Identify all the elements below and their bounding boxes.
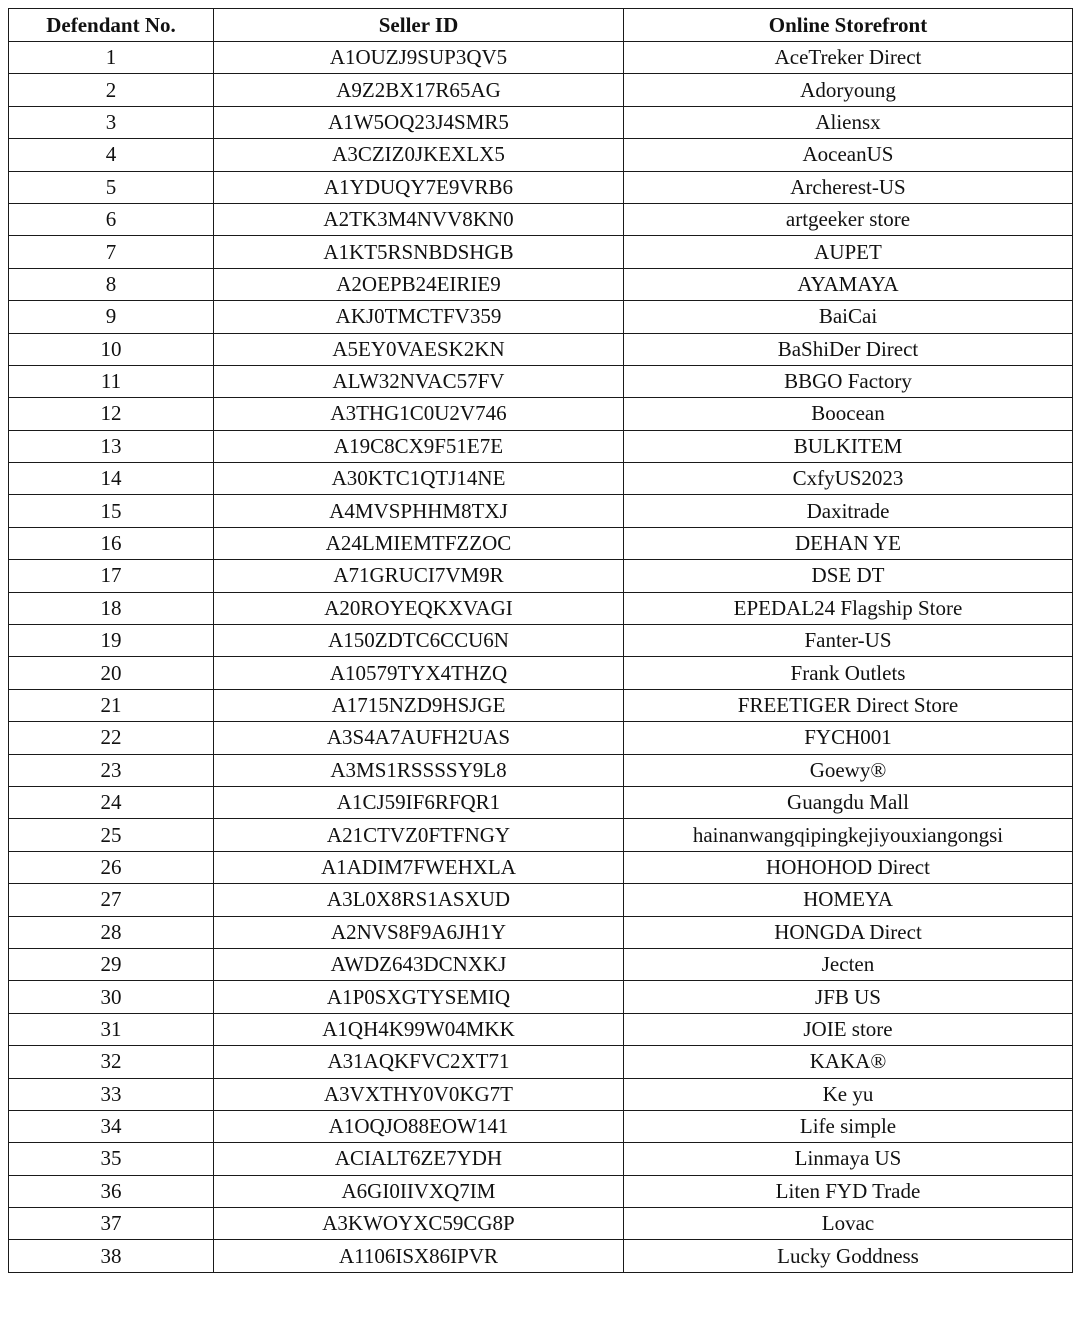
- defendant-no-cell: 20: [9, 657, 214, 689]
- seller-id-cell: A19C8CX9F51E7E: [214, 430, 624, 462]
- defendant-no-cell: 33: [9, 1078, 214, 1110]
- storefront-cell: AoceanUS: [624, 139, 1073, 171]
- table-row: [9, 592, 1073, 624]
- table-row: [9, 1240, 1073, 1272]
- table-row: [9, 236, 1073, 268]
- seller-id-cell: A3MS1RSSSSY9L8: [214, 754, 624, 786]
- seller-id-cell: A3VXTHY0V0KG7T: [214, 1078, 624, 1110]
- seller-id-cell: A30KTC1QTJ14NE: [214, 463, 624, 495]
- storefront-cell: Lucky Goddness: [624, 1240, 1073, 1272]
- storefront-cell: DEHAN YE: [624, 527, 1073, 559]
- seller-id-cell: A20ROYEQKXVAGI: [214, 592, 624, 624]
- seller-id-cell: A1YDUQY7E9VRB6: [214, 171, 624, 203]
- seller-id-cell: A1OUZJ9SUP3QV5: [214, 42, 624, 74]
- storefront-cell: artgeeker store: [624, 203, 1073, 235]
- table-row: [9, 851, 1073, 883]
- header-online-storefront: Online Storefront: [624, 9, 1073, 42]
- storefront-cell: HONGDA Direct: [624, 916, 1073, 948]
- table-row: [9, 819, 1073, 851]
- defendant-table: [8, 8, 1073, 1273]
- table-row: [9, 527, 1073, 559]
- table-body: [9, 42, 1073, 1273]
- seller-id-cell: A24LMIEMTFZZOC: [214, 527, 624, 559]
- storefront-cell: CxfyUS2023: [624, 463, 1073, 495]
- defendant-no-cell: 6: [9, 203, 214, 235]
- defendant-no-cell: 17: [9, 560, 214, 592]
- seller-id-cell: A1CJ59IF6RFQR1: [214, 786, 624, 818]
- defendant-no-cell: 14: [9, 463, 214, 495]
- defendant-no-cell: 9: [9, 301, 214, 333]
- storefront-cell: Fanter-US: [624, 625, 1073, 657]
- defendant-no-cell: 1: [9, 42, 214, 74]
- seller-id-cell: A1P0SXGTYSEMIQ: [214, 981, 624, 1013]
- table-row: [9, 1013, 1073, 1045]
- storefront-cell: Life simple: [624, 1110, 1073, 1142]
- seller-id-cell: A1ADIM7FWEHXLA: [214, 851, 624, 883]
- table-row: [9, 1110, 1073, 1142]
- defendant-no-cell: 24: [9, 786, 214, 818]
- defendant-no-cell: 16: [9, 527, 214, 559]
- seller-id-cell: AWDZ643DCNXKJ: [214, 948, 624, 980]
- table-row: [9, 1208, 1073, 1240]
- storefront-cell: Aliensx: [624, 106, 1073, 138]
- storefront-cell: Lovac: [624, 1208, 1073, 1240]
- storefront-cell: FREETIGER Direct Store: [624, 689, 1073, 721]
- defendant-no-cell: 15: [9, 495, 214, 527]
- storefront-cell: AYAMAYA: [624, 268, 1073, 300]
- defendant-no-cell: 2: [9, 74, 214, 106]
- storefront-cell: hainanwangqipingkejiyouxiangongsi: [624, 819, 1073, 851]
- defendant-no-cell: 23: [9, 754, 214, 786]
- table-row: [9, 463, 1073, 495]
- defendant-no-cell: 4: [9, 139, 214, 171]
- header-defendant-no: Defendant No.: [9, 9, 214, 42]
- table-row: [9, 948, 1073, 980]
- seller-id-cell: A6GI0IIVXQ7IM: [214, 1175, 624, 1207]
- seller-id-cell: A1QH4K99W04MKK: [214, 1013, 624, 1045]
- table-row: [9, 1078, 1073, 1110]
- seller-id-cell: A2NVS8F9A6JH1Y: [214, 916, 624, 948]
- storefront-cell: FYCH001: [624, 722, 1073, 754]
- table-row: [9, 203, 1073, 235]
- seller-id-cell: A1OQJO88EOW141: [214, 1110, 624, 1142]
- storefront-cell: JOIE store: [624, 1013, 1073, 1045]
- seller-id-cell: A2OEPB24EIRIE9: [214, 268, 624, 300]
- seller-id-cell: A2TK3M4NVV8KN0: [214, 203, 624, 235]
- defendant-no-cell: 30: [9, 981, 214, 1013]
- defendant-no-cell: 10: [9, 333, 214, 365]
- storefront-cell: AceTreker Direct: [624, 42, 1073, 74]
- defendant-no-cell: 11: [9, 365, 214, 397]
- seller-id-cell: A1715NZD9HSJGE: [214, 689, 624, 721]
- table-row: [9, 657, 1073, 689]
- storefront-cell: Ke yu: [624, 1078, 1073, 1110]
- defendant-no-cell: 21: [9, 689, 214, 721]
- defendant-no-cell: 27: [9, 884, 214, 916]
- storefront-cell: Adoryoung: [624, 74, 1073, 106]
- table-row: [9, 495, 1073, 527]
- defendant-no-cell: 29: [9, 948, 214, 980]
- table-row: [9, 398, 1073, 430]
- seller-id-cell: A3CZIZ0JKEXLX5: [214, 139, 624, 171]
- table-row: [9, 722, 1073, 754]
- defendant-no-cell: 13: [9, 430, 214, 462]
- seller-id-cell: A3L0X8RS1ASXUD: [214, 884, 624, 916]
- storefront-cell: Guangdu Mall: [624, 786, 1073, 818]
- table-row: [9, 139, 1073, 171]
- seller-id-cell: A1KT5RSNBDSHGB: [214, 236, 624, 268]
- seller-id-cell: A1106ISX86IPVR: [214, 1240, 624, 1272]
- table-row: [9, 301, 1073, 333]
- table-row: [9, 268, 1073, 300]
- seller-id-cell: A150ZDTC6CCU6N: [214, 625, 624, 657]
- table-row: [9, 625, 1073, 657]
- storefront-cell: EPEDAL24 Flagship Store: [624, 592, 1073, 624]
- defendant-no-cell: 37: [9, 1208, 214, 1240]
- table-row: [9, 74, 1073, 106]
- storefront-cell: Archerest-US: [624, 171, 1073, 203]
- seller-id-cell: ACIALT6ZE7YDH: [214, 1143, 624, 1175]
- table-row: [9, 560, 1073, 592]
- storefront-cell: BaShiDer Direct: [624, 333, 1073, 365]
- table-row: [9, 106, 1073, 138]
- defendant-no-cell: 28: [9, 916, 214, 948]
- table-row: [9, 786, 1073, 818]
- storefront-cell: AUPET: [624, 236, 1073, 268]
- table-row: [9, 884, 1073, 916]
- seller-id-cell: A4MVSPHHM8TXJ: [214, 495, 624, 527]
- defendant-no-cell: 19: [9, 625, 214, 657]
- storefront-cell: JFB US: [624, 981, 1073, 1013]
- storefront-cell: Boocean: [624, 398, 1073, 430]
- table-row: [9, 981, 1073, 1013]
- table-row: [9, 42, 1073, 74]
- table-row: [9, 1143, 1073, 1175]
- defendant-no-cell: 18: [9, 592, 214, 624]
- storefront-cell: Jecten: [624, 948, 1073, 980]
- defendant-no-cell: 22: [9, 722, 214, 754]
- storefront-cell: HOHOHOD Direct: [624, 851, 1073, 883]
- storefront-cell: HOMEYA: [624, 884, 1073, 916]
- defendant-no-cell: 26: [9, 851, 214, 883]
- table-row: [9, 916, 1073, 948]
- seller-id-cell: A21CTVZ0FTFNGY: [214, 819, 624, 851]
- table-row: [9, 1046, 1073, 1078]
- table-row: [9, 430, 1073, 462]
- seller-id-cell: AKJ0TMCTFV359: [214, 301, 624, 333]
- seller-id-cell: A31AQKFVC2XT71: [214, 1046, 624, 1078]
- defendant-no-cell: 31: [9, 1013, 214, 1045]
- storefront-cell: Goewy®: [624, 754, 1073, 786]
- defendant-no-cell: 7: [9, 236, 214, 268]
- table-row: [9, 689, 1073, 721]
- table-row: [9, 333, 1073, 365]
- storefront-cell: Daxitrade: [624, 495, 1073, 527]
- seller-id-cell: A3THG1C0U2V746: [214, 398, 624, 430]
- table-row: [9, 365, 1073, 397]
- seller-id-cell: A3KWOYXC59CG8P: [214, 1208, 624, 1240]
- seller-id-cell: A71GRUCI7VM9R: [214, 560, 624, 592]
- table-row: [9, 171, 1073, 203]
- storefront-cell: KAKA®: [624, 1046, 1073, 1078]
- table-row: [9, 1175, 1073, 1207]
- seller-id-cell: ALW32NVAC57FV: [214, 365, 624, 397]
- storefront-cell: BBGO Factory: [624, 365, 1073, 397]
- defendant-no-cell: 12: [9, 398, 214, 430]
- storefront-cell: Linmaya US: [624, 1143, 1073, 1175]
- seller-id-cell: A10579TYX4THZQ: [214, 657, 624, 689]
- storefront-cell: DSE DT: [624, 560, 1073, 592]
- storefront-cell: BULKITEM: [624, 430, 1073, 462]
- defendant-no-cell: 3: [9, 106, 214, 138]
- seller-id-cell: A9Z2BX17R65AG: [214, 74, 624, 106]
- storefront-cell: Frank Outlets: [624, 657, 1073, 689]
- defendant-no-cell: 5: [9, 171, 214, 203]
- defendant-no-cell: 32: [9, 1046, 214, 1078]
- storefront-cell: BaiCai: [624, 301, 1073, 333]
- defendant-no-cell: 36: [9, 1175, 214, 1207]
- defendant-no-cell: 38: [9, 1240, 214, 1272]
- seller-id-cell: A3S4A7AUFH2UAS: [214, 722, 624, 754]
- seller-id-cell: A1W5OQ23J4SMR5: [214, 106, 624, 138]
- seller-id-cell: A5EY0VAESK2KN: [214, 333, 624, 365]
- storefront-cell: Liten FYD Trade: [624, 1175, 1073, 1207]
- defendant-no-cell: 8: [9, 268, 214, 300]
- table-row: [9, 754, 1073, 786]
- header-seller-id: Seller ID: [214, 9, 624, 42]
- table-header-row: [9, 9, 1073, 42]
- defendant-no-cell: 35: [9, 1143, 214, 1175]
- defendant-no-cell: 25: [9, 819, 214, 851]
- defendant-no-cell: 34: [9, 1110, 214, 1142]
